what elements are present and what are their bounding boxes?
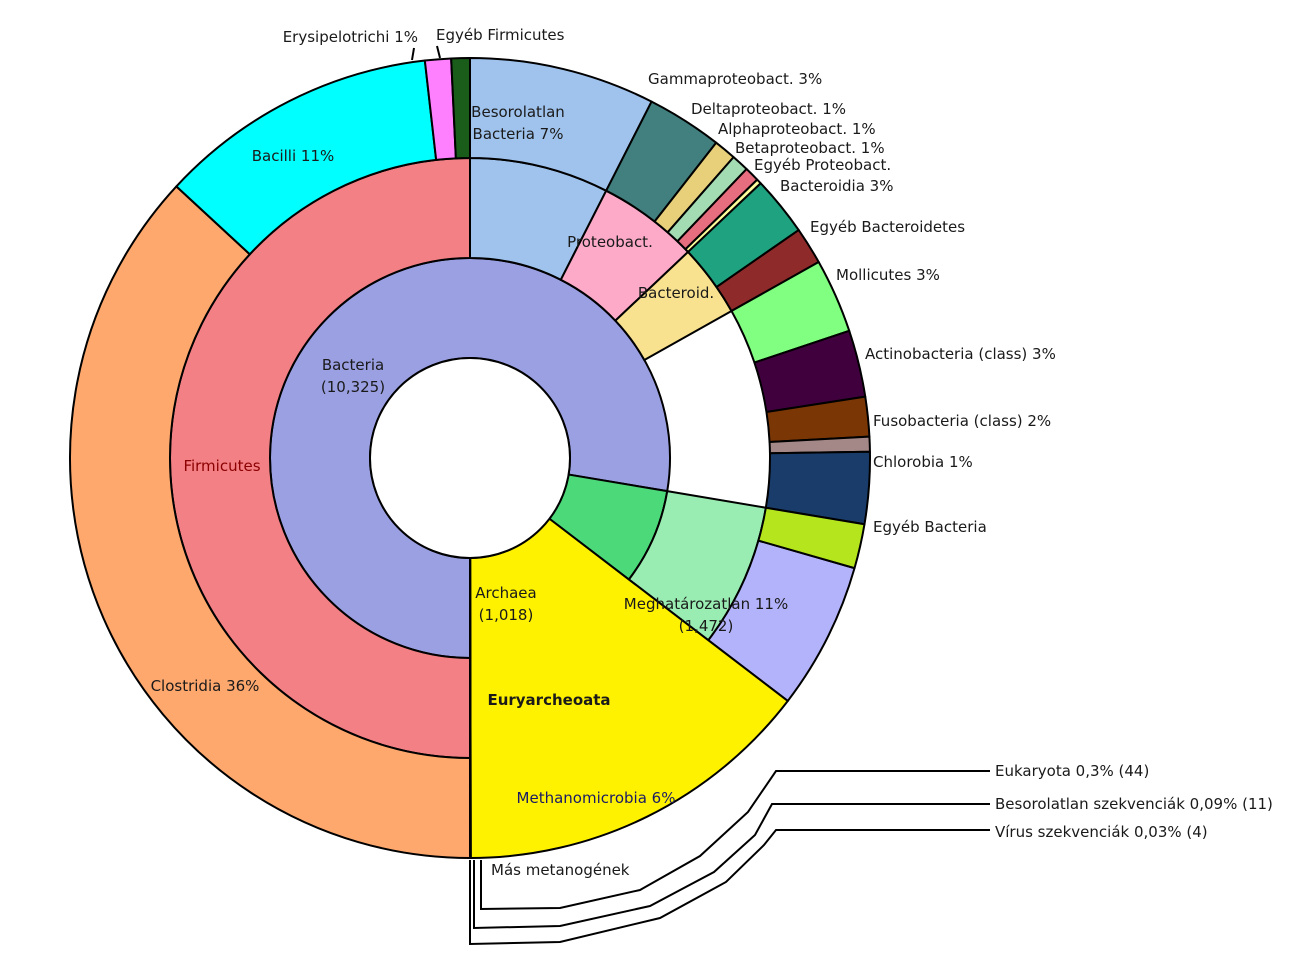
callout-erysipelotrichi-1: Erysipelotrichi 1%	[282, 28, 418, 46]
label-bacteroid: Bacteroid.	[637, 284, 715, 302]
callout-mas-metanogenek: Más metanogének	[491, 861, 630, 879]
callout-egyeb-proteobact: Egyéb Proteobact.	[754, 156, 892, 174]
callout-virus-szekvenciak-0-03-4: Vírus szekvenciák 0,03% (4)	[995, 823, 1208, 841]
label-meghatarozatlan-11: Meghatározatlan 11% (1,472)	[623, 595, 789, 635]
callout-egyeb-bacteria: Egyéb Bacteria	[873, 518, 987, 536]
callout-fusobacteria-class-2: Fusobacteria (class) 2%	[873, 412, 1052, 430]
callout-egyeb-firmicutes: Egyéb Firmicutes	[436, 26, 565, 44]
label-besorolatlan-bacteria-7: Besorolatlan Bacteria 7%	[471, 103, 565, 143]
label-archaea: Archaea (1,018)	[475, 584, 537, 624]
label-clostridia-36: Clostridia 36%	[150, 677, 260, 695]
leader-erysipelotrichi-1	[412, 48, 414, 60]
leader-egyeb-firmicutes	[437, 46, 440, 58]
callout-betaproteobact-1: Betaproteobact. 1%	[735, 139, 885, 157]
callout-bacteroidia-3: Bacteroidia 3%	[780, 177, 894, 195]
center-hole	[370, 358, 570, 558]
label-proteobact: Proteobact.	[567, 233, 653, 251]
callout-mollicutes-3: Mollicutes 3%	[836, 266, 940, 284]
label-methanomicrobia-6: Methanomicrobia 6%	[516, 789, 676, 807]
callout-eukaryota-0-3-44: Eukaryota 0,3% (44)	[995, 762, 1150, 780]
callout-actinobacteria-class-3: Actinobacteria (class) 3%	[865, 345, 1056, 363]
callout-chlorobia-1: Chlorobia 1%	[873, 453, 973, 471]
label-bacilli-11: Bacilli 11%	[251, 147, 335, 165]
callout-besorolatlan-szekvenciak-0-09-11: Besorolatlan szekvenciák 0,09% (11)	[995, 795, 1273, 813]
label-euryarcheoata: Euryarcheoata	[487, 691, 611, 709]
callout-egyeb-bacteroidetes: Egyéb Bacteroidetes	[810, 218, 966, 236]
callout-alphaproteobact-1: Alphaproteobact. 1%	[718, 120, 876, 138]
callout-deltaproteobact-1: Deltaproteobact. 1%	[691, 100, 847, 118]
label-bacteria: Bacteria (10,325)	[320, 356, 386, 396]
label-firmicutes: Firmicutes	[183, 457, 261, 475]
callout-gammaproteobact-3: Gammaproteobact. 3%	[648, 70, 823, 88]
